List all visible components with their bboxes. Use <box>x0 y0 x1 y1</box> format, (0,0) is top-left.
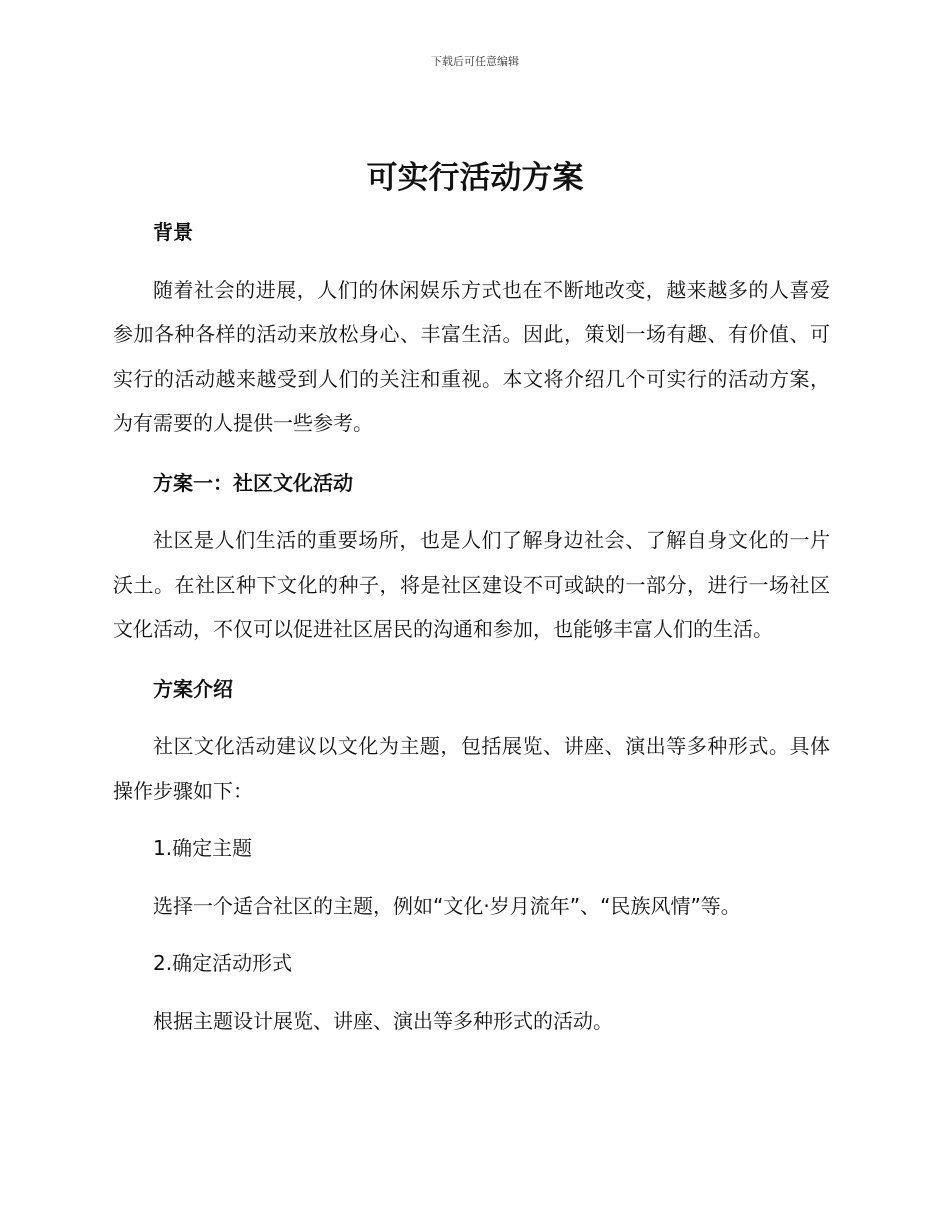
step-two-paragraph: 根据主题设计展览、讲座、演出等多种形式的活动。 <box>153 1008 613 1033</box>
document-body <box>113 210 830 1043</box>
background-heading: 背景 <box>153 220 193 244</box>
plan-one-paragraph: 社区是人们生活的重要场所，也是人们了解身边社会、了解自身文化的一片沃土。在社区种下文化的种子，将是社区建设不可或缺的一部分，进行一场社区文化活动，不仅可以促进社区居民的沟通和参加，也能够丰富人们的生活。 <box>113 528 830 641</box>
plan-one-heading: 方案一：社区文化活动 <box>153 470 353 495</box>
step-two-title: 2.确定活动形式 <box>153 951 293 975</box>
background-paragraph: 随着社会的进展，人们的休闲娱乐方式也在不断地改变，越来越多的人喜爱参加各种各样的活动来放松身心、丰富生活。因此，策划一场有趣、有价值、可实行的活动越来越受到人们的关注和重视。本文将介绍几个可实行的活动方案，为有需要的人提供一些参考。 <box>113 277 830 435</box>
plan-intro-heading: 方案介绍 <box>153 676 233 701</box>
plan-intro-paragraph: 社区文化活动建议以文化为主题，包括展览、讲座、演出等多种形式。具体操作步骤如下： <box>113 734 830 803</box>
page-header-note: 下载后可任意编辑 <box>431 55 519 68</box>
step-one-title: 1.确定主题 <box>153 836 253 860</box>
document-title: 可实行活动方案 <box>366 160 584 196</box>
step-one-paragraph: 选择一个适合社区的主题，例如“文化·岁月流年”、“民族风情”等。 <box>153 893 741 918</box>
